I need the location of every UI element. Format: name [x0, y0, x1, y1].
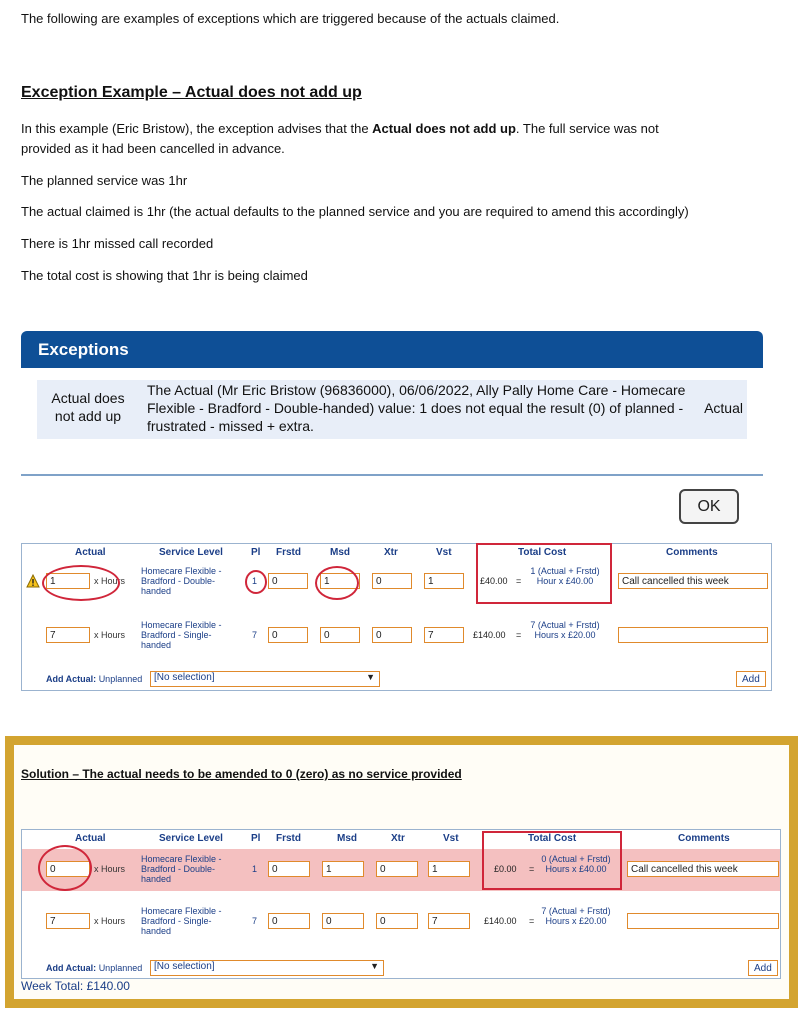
cost-value: £140.00	[484, 916, 517, 926]
cost-value: £0.00	[494, 864, 517, 874]
header-service-level: Service Level	[159, 547, 223, 558]
planned-value: 1	[252, 576, 258, 586]
add-button[interactable]: Add	[748, 960, 778, 976]
cost-value: £140.00	[473, 630, 506, 640]
xtr-input[interactable]	[372, 627, 412, 643]
table-row	[22, 607, 771, 649]
add-button[interactable]: Add	[736, 671, 766, 687]
intro-text: The following are examples of exceptions which are triggered because of the actuals claimed.	[21, 11, 560, 26]
xtr-input[interactable]	[376, 913, 418, 929]
select-value: [No selection]	[154, 961, 215, 972]
planned-value: 7	[252, 630, 258, 640]
actuals-grid-solution	[21, 829, 781, 979]
cost-value: £40.00	[480, 576, 508, 586]
header-xtr: Xtr	[391, 833, 405, 844]
unit-label: x Hours	[94, 576, 126, 586]
cost-formula: 7 (Actual + Frstd) Hours x £20.00	[541, 906, 611, 926]
add-actual-type: Unplanned	[98, 674, 143, 684]
exception-field: Actual	[704, 400, 743, 416]
header-msd: Msd	[337, 833, 357, 844]
para-pre: In this example (Eric Bristow), the exception advises that the	[21, 121, 373, 136]
equals-sign: =	[529, 864, 535, 874]
header-total-cost: Total Cost	[528, 833, 577, 844]
exception-entry	[37, 380, 747, 439]
vst-input[interactable]	[428, 861, 470, 877]
table-row	[22, 561, 771, 603]
header-xtr: Xtr	[384, 547, 398, 558]
planned-text: The planned service was 1hr	[21, 173, 188, 188]
header-vst: Vst	[436, 547, 452, 558]
header-actual: Actual	[75, 547, 106, 558]
actuals-grid-example	[21, 543, 772, 691]
total-cost-text: The total cost is showing that 1hr is being claimed	[21, 268, 308, 283]
add-actual-caption: Add Actual:	[46, 963, 97, 973]
exceptions-dialog	[21, 331, 763, 531]
equals-sign: =	[516, 630, 522, 640]
actual-input[interactable]	[46, 913, 90, 929]
unit-label: x Hours	[94, 916, 126, 926]
comment-input[interactable]	[627, 913, 779, 929]
chevron-down-icon: ▼	[366, 672, 375, 682]
dialog-title: Exceptions	[21, 331, 763, 368]
table-row	[22, 896, 780, 938]
add-actual-label	[46, 963, 142, 973]
cost-formula: 7 (Actual + Frstd) Hours x £20.00	[530, 620, 600, 640]
add-actual-select[interactable]	[150, 960, 384, 976]
msd-input[interactable]	[320, 573, 360, 589]
add-actual-type: Unplanned	[98, 963, 143, 973]
header-frstd: Frstd	[276, 547, 301, 558]
header-total-cost: Total Cost	[518, 547, 567, 558]
table-row	[22, 849, 780, 891]
service-level: Homecare Flexible - Bradford - Single-handed	[141, 906, 222, 936]
exception-type: Actual does not add up	[51, 390, 125, 424]
chevron-down-icon: ▼	[370, 961, 379, 971]
missed-text: There is 1hr missed call recorded	[21, 236, 214, 251]
planned-value: 7	[252, 916, 258, 926]
solution-title: Solution – The actual needs to be amended to 0 (zero) as no service provided	[21, 767, 462, 781]
msd-input[interactable]	[320, 627, 360, 643]
actual-input[interactable]	[46, 861, 90, 877]
service-level: Homecare Flexible - Bradford - Single-handed	[141, 620, 222, 650]
equals-sign: =	[516, 576, 522, 586]
header-comments: Comments	[678, 833, 730, 844]
comment-input[interactable]	[627, 861, 779, 877]
actual-input[interactable]	[46, 573, 90, 589]
cost-formula: 0 (Actual + Frstd) Hours x £40.00	[541, 854, 611, 874]
para-bold: Actual does not add up	[372, 121, 516, 136]
header-service-level: Service Level	[159, 833, 223, 844]
select-value: [No selection]	[154, 672, 215, 683]
warning-icon	[26, 574, 40, 588]
para-post: . The full service was not	[515, 121, 659, 136]
cost-formula: 1 (Actual + Frstd) Hour x £40.00	[530, 566, 600, 586]
header-comments: Comments	[666, 547, 718, 558]
planned-value: 1	[252, 864, 258, 874]
header-pl: Pl	[251, 547, 261, 558]
unit-label: x Hours	[94, 630, 126, 640]
header-frstd: Frstd	[276, 833, 301, 844]
header-pl: Pl	[251, 833, 261, 844]
frstd-input[interactable]	[268, 573, 308, 589]
service-level: Homecare Flexible - Bradford - Double-handed	[141, 566, 222, 596]
actual-claimed-text: The actual claimed is 1hr (the actual defaults to the planned service and you are required to amend this accordingly)	[21, 204, 689, 219]
add-actual-caption: Add Actual:	[46, 674, 97, 684]
dialog-divider	[21, 474, 763, 476]
add-actual-select[interactable]	[150, 671, 380, 687]
msd-input[interactable]	[322, 913, 364, 929]
msd-input[interactable]	[322, 861, 364, 877]
add-actual-label	[46, 674, 142, 684]
header-vst: Vst	[443, 833, 459, 844]
vst-input[interactable]	[428, 913, 470, 929]
comment-input[interactable]	[618, 573, 768, 589]
unit-label: x Hours	[94, 864, 126, 874]
vst-input[interactable]	[424, 573, 464, 589]
frstd-input[interactable]	[268, 861, 310, 877]
xtr-input[interactable]	[372, 573, 412, 589]
frstd-input[interactable]	[268, 627, 308, 643]
vst-input[interactable]	[424, 627, 464, 643]
week-total: Week Total: £140.00	[21, 979, 130, 993]
comment-input[interactable]	[618, 627, 768, 643]
paragraph-line-1	[21, 120, 659, 138]
paragraph-line-2: provided as it had been cancelled in advance.	[21, 141, 285, 156]
actual-input[interactable]	[46, 627, 90, 643]
service-level: Homecare Flexible - Bradford - Double-handed	[141, 854, 222, 884]
exception-message: The Actual (Mr Eric Bristow (96836000), 06/06/2022, Ally Pally Home Care - Homecare Flexible - Bradford - Double-handed) value: 1 does not equal the result (0) of planned - frustrated - missed + extra.	[147, 382, 686, 434]
xtr-input[interactable]	[376, 861, 418, 877]
section-heading: Exception Example – Actual does not add up	[21, 84, 362, 101]
header-msd: Msd	[330, 547, 350, 558]
frstd-input[interactable]	[268, 913, 310, 929]
header-actual: Actual	[75, 833, 106, 844]
ok-button[interactable]: OK	[679, 489, 739, 524]
equals-sign: =	[529, 916, 535, 926]
